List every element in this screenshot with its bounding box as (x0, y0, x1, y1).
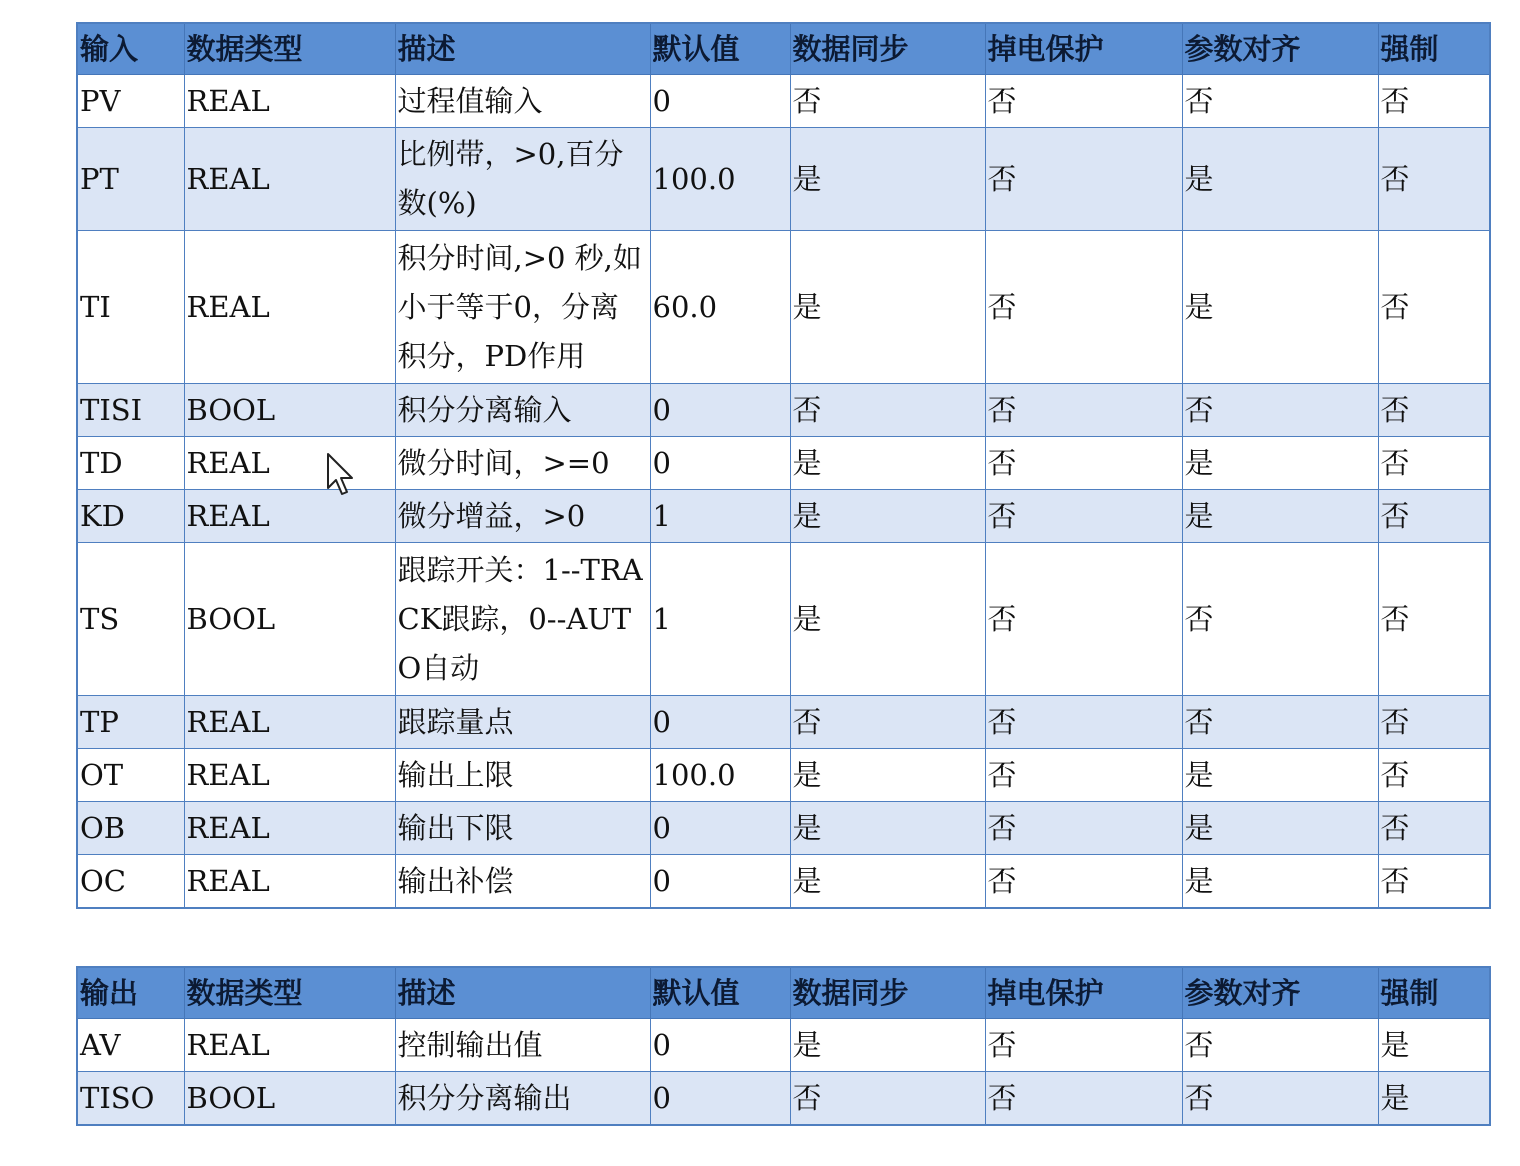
power-loss-protection-cell: 否 (985, 696, 1182, 749)
power-loss-protection-cell: 否 (985, 1072, 1182, 1126)
default-value-cell: 0 (650, 384, 790, 437)
default-value-cell: 0 (650, 75, 790, 128)
power-loss-protection-cell: 否 (985, 231, 1182, 384)
power-loss-protection-cell: 否 (985, 128, 1182, 231)
power-loss-protection-cell: 否 (985, 75, 1182, 128)
description-cell: 积分时间,>0 秒,如小于等于0，分离积分，PD作用 (395, 231, 650, 384)
table-row (77, 128, 1490, 231)
force-cell: 否 (1378, 384, 1490, 437)
data-sync-cell: 是 (790, 128, 985, 231)
table-row (77, 1072, 1490, 1126)
description-cell: 微分增益，>0 (395, 490, 650, 543)
force-cell: 否 (1378, 490, 1490, 543)
default-value-cell: 1 (650, 543, 790, 696)
description-cell: 输出上限 (395, 749, 650, 802)
data-type-cell: REAL (184, 802, 395, 855)
force-cell: 否 (1378, 437, 1490, 490)
header-data-sync: 数据同步 (790, 23, 985, 75)
parameter-alignment-cell: 否 (1182, 543, 1378, 696)
header-power-loss-protection: 掉电保护 (985, 23, 1182, 75)
data-type-cell: BOOL (184, 384, 395, 437)
default-value-cell: 100.0 (650, 128, 790, 231)
power-loss-protection-cell: 否 (985, 1019, 1182, 1072)
param-name-cell: TP (77, 696, 184, 749)
outputs-header-row (77, 967, 1490, 1019)
default-value-cell: 0 (650, 1019, 790, 1072)
param-name-cell: OC (77, 855, 184, 909)
parameter-alignment-cell: 是 (1182, 231, 1378, 384)
description-cell: 微分时间，>=0 (395, 437, 650, 490)
force-cell: 否 (1378, 855, 1490, 909)
parameter-alignment-cell: 是 (1182, 128, 1378, 231)
default-value-cell: 0 (650, 855, 790, 909)
table-row (77, 543, 1490, 696)
param-name-cell: OB (77, 802, 184, 855)
data-sync-cell: 是 (790, 490, 985, 543)
outputs-body (77, 1019, 1490, 1126)
description-cell: 控制输出值 (395, 1019, 650, 1072)
data-type-cell: BOOL (184, 543, 395, 696)
data-type-cell: REAL (184, 696, 395, 749)
data-type-cell: REAL (184, 855, 395, 909)
inputs-header-row (77, 23, 1490, 75)
description-cell: 输出补偿 (395, 855, 650, 909)
default-value-cell: 60.0 (650, 231, 790, 384)
description-cell: 积分分离输入 (395, 384, 650, 437)
data-type-cell: REAL (184, 1019, 395, 1072)
parameter-alignment-cell: 否 (1182, 696, 1378, 749)
data-type-cell: REAL (184, 128, 395, 231)
parameter-alignment-cell: 否 (1182, 1019, 1378, 1072)
force-cell: 是 (1378, 1072, 1490, 1126)
parameter-alignment-cell: 是 (1182, 855, 1378, 909)
header-force: 强制 (1378, 23, 1490, 75)
outputs-table (76, 966, 1491, 1126)
default-value-cell: 0 (650, 1072, 790, 1126)
parameter-alignment-cell: 否 (1182, 384, 1378, 437)
header-power-loss-protection: 掉电保护 (985, 967, 1182, 1019)
force-cell: 否 (1378, 75, 1490, 128)
header-force: 强制 (1378, 967, 1490, 1019)
data-sync-cell: 是 (790, 855, 985, 909)
force-cell: 是 (1378, 1019, 1490, 1072)
data-type-cell: REAL (184, 490, 395, 543)
header-description: 描述 (395, 23, 650, 75)
parameter-alignment-cell: 否 (1182, 1072, 1378, 1126)
param-name-cell: AV (77, 1019, 184, 1072)
param-name-cell: TISO (77, 1072, 184, 1126)
description-cell: 输出下限 (395, 802, 650, 855)
force-cell: 否 (1378, 802, 1490, 855)
power-loss-protection-cell: 否 (985, 749, 1182, 802)
header-parameter-alignment: 参数对齐 (1182, 23, 1378, 75)
power-loss-protection-cell: 否 (985, 802, 1182, 855)
param-name-cell: KD (77, 490, 184, 543)
data-sync-cell: 是 (790, 231, 985, 384)
data-sync-cell: 否 (790, 696, 985, 749)
force-cell: 否 (1378, 231, 1490, 384)
data-sync-cell: 是 (790, 543, 985, 696)
table-row (77, 696, 1490, 749)
data-sync-cell: 否 (790, 1072, 985, 1126)
default-value-cell: 0 (650, 696, 790, 749)
param-name-cell: PV (77, 75, 184, 128)
header-description: 描述 (395, 967, 650, 1019)
default-value-cell: 0 (650, 802, 790, 855)
param-name-cell: OT (77, 749, 184, 802)
header-input: 输入 (77, 23, 184, 75)
force-cell: 否 (1378, 128, 1490, 231)
header-data-type: 数据类型 (184, 967, 395, 1019)
param-name-cell: TD (77, 437, 184, 490)
table-row (77, 802, 1490, 855)
header-data-type: 数据类型 (184, 23, 395, 75)
header-default-value: 默认值 (650, 967, 790, 1019)
data-type-cell: REAL (184, 231, 395, 384)
parameter-alignment-cell: 是 (1182, 802, 1378, 855)
data-type-cell: BOOL (184, 1072, 395, 1126)
table-row (77, 75, 1490, 128)
table-row (77, 231, 1490, 384)
data-sync-cell: 否 (790, 75, 985, 128)
inputs-table (76, 22, 1491, 909)
data-sync-cell: 是 (790, 1019, 985, 1072)
parameter-alignment-cell: 是 (1182, 490, 1378, 543)
header-default-value: 默认值 (650, 23, 790, 75)
param-name-cell: TISI (77, 384, 184, 437)
header-parameter-alignment: 参数对齐 (1182, 967, 1378, 1019)
parameter-alignment-cell: 是 (1182, 437, 1378, 490)
header-data-sync: 数据同步 (790, 967, 985, 1019)
param-name-cell: PT (77, 128, 184, 231)
table-row (77, 437, 1490, 490)
table-row (77, 855, 1490, 909)
mouse-pointer-icon (326, 452, 358, 500)
data-sync-cell: 是 (790, 802, 985, 855)
data-sync-cell: 是 (790, 749, 985, 802)
power-loss-protection-cell: 否 (985, 543, 1182, 696)
table-row (77, 749, 1490, 802)
default-value-cell: 100.0 (650, 749, 790, 802)
table-row (77, 384, 1490, 437)
data-sync-cell: 否 (790, 384, 985, 437)
force-cell: 否 (1378, 696, 1490, 749)
header-output: 输出 (77, 967, 184, 1019)
parameter-alignment-cell: 否 (1182, 75, 1378, 128)
force-cell: 否 (1378, 543, 1490, 696)
description-cell: 跟踪量点 (395, 696, 650, 749)
power-loss-protection-cell: 否 (985, 490, 1182, 543)
power-loss-protection-cell: 否 (985, 855, 1182, 909)
default-value-cell: 0 (650, 437, 790, 490)
param-name-cell: TS (77, 543, 184, 696)
data-type-cell: REAL (184, 749, 395, 802)
power-loss-protection-cell: 否 (985, 437, 1182, 490)
power-loss-protection-cell: 否 (985, 384, 1182, 437)
table-row (77, 1019, 1490, 1072)
inputs-body (77, 75, 1490, 909)
param-name-cell: TI (77, 231, 184, 384)
default-value-cell: 1 (650, 490, 790, 543)
data-sync-cell: 是 (790, 437, 985, 490)
description-cell: 跟踪开关：1--TRACK跟踪，0--AUTO自动 (395, 543, 650, 696)
description-cell: 积分分离输出 (395, 1072, 650, 1126)
force-cell: 否 (1378, 749, 1490, 802)
description-cell: 比例带，>0,百分数(%) (395, 128, 650, 231)
data-type-cell: REAL (184, 437, 395, 490)
description-cell: 过程值输入 (395, 75, 650, 128)
table-row (77, 490, 1490, 543)
data-type-cell: REAL (184, 75, 395, 128)
parameter-alignment-cell: 是 (1182, 749, 1378, 802)
